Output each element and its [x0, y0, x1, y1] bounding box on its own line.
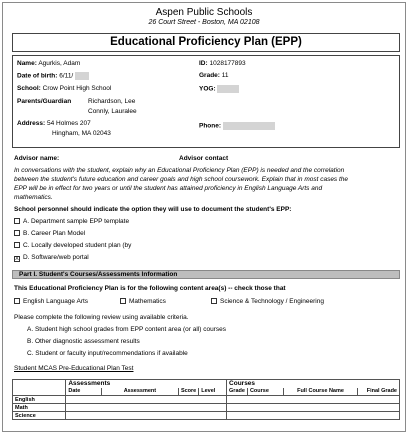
mcas-title: Student MCAS Pre-Educational Plan Test — [14, 365, 134, 372]
criteria-b: B. Other diagnostic assessment results — [27, 338, 140, 345]
dob-row — [17, 72, 89, 80]
part-1-header: Part I. Student's Courses/Assessments Information — [12, 270, 400, 279]
phone-row — [199, 122, 275, 130]
advisor-contact-label: Advisor contact — [179, 155, 229, 162]
address-row — [17, 120, 91, 127]
option-c-label: C. Locally developed student plan (by — [23, 242, 132, 249]
guardian-label: Parents/Guardian — [17, 98, 72, 105]
table-subheader-row — [13, 388, 400, 396]
name-row — [17, 60, 80, 67]
criteria-a: A. Student high school grades from EPP content area (or all) courses — [27, 326, 226, 333]
yog-row — [199, 85, 239, 93]
area-english-label: English Language Arts — [23, 298, 89, 305]
content-areas-heading: This Educational Proficiency Plan is for the following content area(s) -- check those that — [14, 285, 286, 292]
name-label: Name: — [17, 60, 37, 67]
id-label: ID: — [199, 60, 208, 67]
option-a-checkbox[interactable] — [14, 218, 20, 224]
student-grade: 11 — [221, 72, 229, 79]
student-address-1: 54 Holmes 207 — [47, 120, 91, 127]
guardian-1: Richardson, Lee — [88, 98, 136, 105]
advisor-name-label: Advisor name: — [14, 155, 60, 162]
review-heading: Please complete the following review using available criteria. — [14, 314, 189, 321]
intro-line-3: EPP will be in effect for two years or until the student has attained proficiency in English Language Arts and — [14, 185, 323, 192]
intro-line-4: mathematics. — [14, 194, 53, 201]
option-d — [14, 254, 89, 262]
guardian-row — [17, 98, 71, 105]
area-english-checkbox[interactable] — [14, 298, 20, 304]
option-a-label: A. Department sample EPP template — [23, 218, 130, 225]
english-courses-cell[interactable] — [227, 396, 400, 404]
student-dob: 6/11/ — [59, 72, 74, 80]
row-label-english: English — [13, 396, 66, 404]
assessments-header: Assessments — [66, 380, 227, 388]
org-address: 26 Court Street - Boston, MA 02108 — [148, 19, 260, 26]
criteria-c: C. Student or faculty input/recommendations if available — [27, 350, 188, 357]
area-science-label: Science & Technology / Engineering — [220, 298, 324, 305]
option-d-checkbox[interactable]: X — [15, 256, 19, 262]
area-math — [120, 298, 166, 305]
col-level: Level — [199, 388, 227, 396]
intro-line-2: between the student's future education and career goals and high school coursework. Explain that in most cases the — [14, 176, 349, 183]
science-assessments-cell[interactable] — [66, 412, 227, 420]
document-page — [2, 2, 406, 432]
phone-label: Phone: — [199, 122, 222, 130]
area-science — [211, 298, 324, 305]
id-row — [199, 60, 246, 67]
option-d-label: D. Software/web portal — [23, 254, 89, 261]
english-assessments-cell[interactable] — [66, 396, 227, 404]
area-science-checkbox[interactable] — [211, 298, 217, 304]
courses-header: Courses — [227, 380, 400, 388]
col-score: Score — [178, 388, 198, 396]
table-header-row — [13, 380, 400, 388]
science-courses-cell[interactable] — [227, 412, 400, 420]
row-label-math: Math — [13, 404, 66, 412]
option-b-label: B. Career Plan Model — [23, 230, 86, 237]
table-row — [13, 396, 400, 404]
table-corner — [13, 380, 66, 396]
assessment-table — [12, 379, 400, 420]
yog-label: YOG: — [199, 85, 216, 93]
redacted-phone — [223, 122, 275, 130]
page-title: Educational Proficiency Plan (EPP) — [12, 33, 400, 52]
dob-label: Date of birth: — [17, 72, 58, 80]
area-math-checkbox[interactable] — [120, 298, 126, 304]
table-row — [13, 404, 400, 412]
org-name: Aspen Public Schools — [155, 7, 253, 18]
option-b — [14, 230, 85, 237]
option-heading: School personnel should indicate the option they will use to document the student's EPP: — [14, 206, 292, 213]
grade-row — [199, 72, 229, 79]
redacted-dob-year — [75, 72, 89, 80]
col-assessment: Assessment — [101, 388, 178, 396]
col-final-grade: Final Grade — [358, 388, 400, 396]
row-label-science: Science — [13, 412, 66, 420]
math-courses-cell[interactable] — [227, 404, 400, 412]
option-c — [14, 242, 131, 249]
address-label: Address: — [17, 120, 46, 127]
option-a — [14, 218, 129, 225]
col-full-course-name: Full Course Name — [283, 388, 358, 396]
student-school: Crow Point High School — [42, 85, 112, 92]
student-info-box — [12, 55, 400, 148]
redacted-yog — [217, 85, 239, 93]
col-date: Date — [66, 388, 102, 396]
student-address-2: Hingham, MA 02043 — [52, 130, 111, 137]
school-row — [17, 85, 111, 92]
intro-line-1: In conversations with the student, explain why an Educational Proficiency Plan (EPP) is needed and the correlation — [14, 167, 345, 174]
col-grade: Grade — [227, 388, 248, 396]
option-c-checkbox[interactable] — [14, 242, 20, 248]
area-math-label: Mathematics — [129, 298, 166, 305]
guardian-2: Connly, Lauralee — [88, 108, 137, 115]
table-row — [13, 412, 400, 420]
col-course: Course — [247, 388, 283, 396]
school-label: School: — [17, 85, 41, 92]
grade-label: Grade: — [199, 72, 220, 79]
student-name: Agurkis, Adam — [38, 60, 81, 67]
math-assessments-cell[interactable] — [66, 404, 227, 412]
student-id: 1028177893 — [209, 60, 246, 67]
area-english — [14, 298, 88, 305]
option-b-checkbox[interactable] — [14, 230, 20, 236]
